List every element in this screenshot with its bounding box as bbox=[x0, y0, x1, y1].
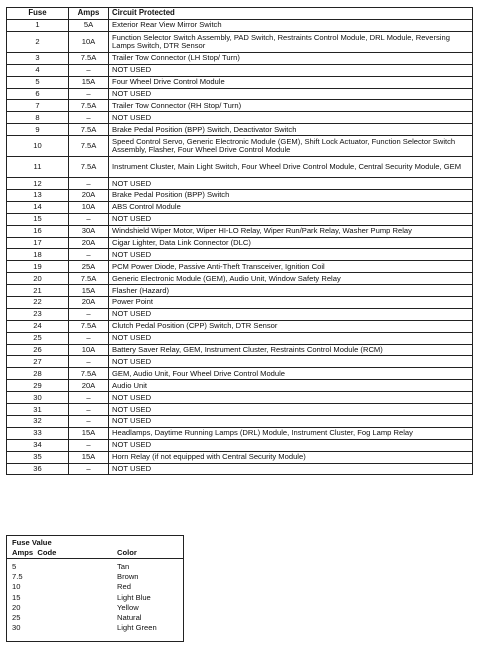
table-row bbox=[7, 124, 473, 136]
amps-cell: 7.5A bbox=[69, 52, 109, 64]
fuse-number-cell: 29 bbox=[7, 380, 69, 392]
table-row bbox=[7, 439, 473, 451]
legend-header-color: Color bbox=[117, 548, 137, 557]
fuse-number-cell: 2 bbox=[7, 31, 69, 52]
legend-amps: 7.5 bbox=[12, 572, 23, 582]
legend-header-code: Code bbox=[37, 548, 57, 557]
amps-cell: – bbox=[69, 112, 109, 124]
table-row bbox=[7, 20, 473, 32]
amps-cell: – bbox=[69, 88, 109, 100]
legend-amps: 5 bbox=[12, 562, 17, 571]
legend-row bbox=[7, 603, 183, 613]
circuit-cell: Horn Relay (if not equipped with Central Security Module) bbox=[109, 451, 473, 463]
amps-cell: 20A bbox=[69, 190, 109, 202]
amps-cell: 30A bbox=[69, 225, 109, 237]
circuit-cell: Flasher (Hazard) bbox=[109, 285, 473, 297]
table-row bbox=[7, 308, 473, 320]
amps-cell: 25A bbox=[69, 261, 109, 273]
header-fuse: Fuse bbox=[7, 8, 69, 20]
legend-row bbox=[7, 572, 183, 582]
circuit-cell: NOT USED bbox=[109, 392, 473, 404]
circuit-cell: NOT USED bbox=[109, 308, 473, 320]
amps-cell: – bbox=[69, 439, 109, 451]
table-row bbox=[7, 31, 473, 52]
fuse-number-cell: 3 bbox=[7, 52, 69, 64]
fuse-number-cell: 21 bbox=[7, 285, 69, 297]
amps-cell: – bbox=[69, 332, 109, 344]
table-row bbox=[7, 297, 473, 309]
fuse-table-header bbox=[7, 8, 473, 20]
fuse-number-cell: 19 bbox=[7, 261, 69, 273]
fuse-number-cell: 15 bbox=[7, 213, 69, 225]
amps-cell: 15A bbox=[69, 285, 109, 297]
amps-cell: – bbox=[69, 213, 109, 225]
amps-cell: 7.5A bbox=[69, 136, 109, 157]
table-row bbox=[7, 157, 473, 178]
legend-row bbox=[7, 562, 183, 572]
table-row bbox=[7, 136, 473, 157]
fuse-number-cell: 26 bbox=[7, 344, 69, 356]
table-row bbox=[7, 190, 473, 202]
header-circuit: Circuit Protected bbox=[109, 8, 473, 20]
circuit-cell: Instrument Cluster, Main Light Switch, Four Wheel Drive Control Module, Central Security Module, GEM bbox=[109, 157, 473, 178]
amps-cell: – bbox=[69, 178, 109, 190]
table-row bbox=[7, 88, 473, 100]
fuse-number-cell: 27 bbox=[7, 356, 69, 368]
amps-cell: – bbox=[69, 249, 109, 261]
circuit-cell: NOT USED bbox=[109, 404, 473, 416]
legend-amps: 25 bbox=[12, 612, 21, 622]
fuse-number-cell: 22 bbox=[7, 297, 69, 309]
table-row bbox=[7, 320, 473, 332]
circuit-cell: ABS Control Module bbox=[109, 201, 473, 213]
table-row bbox=[7, 332, 473, 344]
fuse-number-cell: 8 bbox=[7, 112, 69, 124]
circuit-cell: NOT USED bbox=[109, 112, 473, 124]
fuse-color-code-legend bbox=[6, 535, 184, 642]
circuit-cell: Exterior Rear View Mirror Switch bbox=[109, 20, 473, 32]
amps-cell: 20A bbox=[69, 380, 109, 392]
table-row bbox=[7, 427, 473, 439]
circuit-cell: PCM Power Diode, Passive Anti-Theft Transceiver, Ignition Coil bbox=[109, 261, 473, 273]
circuit-cell: NOT USED bbox=[109, 213, 473, 225]
circuit-cell: NOT USED bbox=[109, 415, 473, 427]
amps-cell: 5A bbox=[69, 20, 109, 32]
legend-color: Yellow bbox=[117, 602, 139, 612]
circuit-cell: Battery Saver Relay, GEM, Instrument Cluster, Restraints Control Module (RCM) bbox=[109, 344, 473, 356]
fuse-number-cell: 24 bbox=[7, 320, 69, 332]
header-amps: Amps bbox=[69, 8, 109, 20]
amps-cell: – bbox=[69, 463, 109, 475]
amps-cell: 10A bbox=[69, 31, 109, 52]
table-row bbox=[7, 52, 473, 64]
legend-rows bbox=[7, 562, 183, 633]
table-row bbox=[7, 463, 473, 475]
circuit-cell: Brake Pedal Position (BPP) Switch bbox=[109, 190, 473, 202]
table-row bbox=[7, 261, 473, 273]
legend-header-amps: Amps bbox=[12, 548, 34, 557]
table-row bbox=[7, 249, 473, 261]
legend-color: Natural bbox=[117, 612, 142, 622]
amps-cell: 7.5A bbox=[69, 368, 109, 380]
amps-cell: 10A bbox=[69, 201, 109, 213]
fuse-number-cell: 30 bbox=[7, 392, 69, 404]
fuse-number-cell: 32 bbox=[7, 415, 69, 427]
circuit-cell: Generic Electronic Module (GEM), Audio Unit, Window Safety Relay bbox=[109, 273, 473, 285]
circuit-cell: Power Point bbox=[109, 297, 473, 309]
table-row bbox=[7, 237, 473, 249]
fuse-number-cell: 34 bbox=[7, 439, 69, 451]
legend-row bbox=[7, 582, 183, 592]
table-row bbox=[7, 76, 473, 88]
circuit-cell: Trailer Tow Connector (RH Stop/ Turn) bbox=[109, 100, 473, 112]
legend-amps: 30 bbox=[12, 623, 21, 633]
fuse-number-cell: 14 bbox=[7, 201, 69, 213]
amps-cell: 15A bbox=[69, 427, 109, 439]
amps-cell: 7.5A bbox=[69, 157, 109, 178]
fuse-number-cell: 20 bbox=[7, 273, 69, 285]
table-row bbox=[7, 201, 473, 213]
amps-cell: – bbox=[69, 356, 109, 368]
circuit-cell: Function Selector Switch Assembly, PAD Switch, Restraints Control Module, DRL Module, Reversing Lamps Switch, DTR Sensor bbox=[109, 31, 473, 52]
table-row bbox=[7, 415, 473, 427]
legend-color: Brown bbox=[117, 572, 139, 582]
legend-color: Red bbox=[117, 582, 131, 592]
amps-cell: 7.5A bbox=[69, 273, 109, 285]
fuse-number-cell: 33 bbox=[7, 427, 69, 439]
amps-cell: – bbox=[69, 392, 109, 404]
table-row bbox=[7, 273, 473, 285]
circuit-cell: Trailer Tow Connector (LH Stop/ Turn) bbox=[109, 52, 473, 64]
fuse-table-body bbox=[7, 20, 473, 475]
amps-cell: 7.5A bbox=[69, 320, 109, 332]
amps-cell: – bbox=[69, 415, 109, 427]
circuit-cell: NOT USED bbox=[109, 88, 473, 100]
legend-divider bbox=[7, 558, 183, 559]
table-row bbox=[7, 178, 473, 190]
amps-cell: 7.5A bbox=[69, 100, 109, 112]
legend-color: Tan bbox=[117, 562, 130, 571]
fuse-table bbox=[6, 7, 473, 475]
circuit-cell: Audio Unit bbox=[109, 380, 473, 392]
table-row bbox=[7, 112, 473, 124]
amps-cell: 20A bbox=[69, 237, 109, 249]
circuit-cell: NOT USED bbox=[109, 332, 473, 344]
table-row bbox=[7, 213, 473, 225]
fuse-number-cell: 6 bbox=[7, 88, 69, 100]
table-row bbox=[7, 380, 473, 392]
legend-color: Light Blue bbox=[117, 592, 151, 602]
amps-cell: – bbox=[69, 308, 109, 320]
table-row bbox=[7, 368, 473, 380]
fuse-number-cell: 36 bbox=[7, 463, 69, 475]
legend-amps: 15 bbox=[12, 592, 21, 602]
circuit-cell: GEM, Audio Unit, Four Wheel Drive Control Module bbox=[109, 368, 473, 380]
fuse-number-cell: 11 bbox=[7, 157, 69, 178]
fuse-number-cell: 4 bbox=[7, 64, 69, 76]
fuse-number-cell: 31 bbox=[7, 404, 69, 416]
legend-amps-code-header bbox=[12, 548, 56, 557]
table-row bbox=[7, 285, 473, 297]
circuit-cell: NOT USED bbox=[109, 463, 473, 475]
fuse-number-cell: 9 bbox=[7, 124, 69, 136]
amps-cell: 15A bbox=[69, 451, 109, 463]
table-row bbox=[7, 64, 473, 76]
fuse-number-cell: 13 bbox=[7, 190, 69, 202]
circuit-cell: NOT USED bbox=[109, 249, 473, 261]
fuse-number-cell: 17 bbox=[7, 237, 69, 249]
table-row bbox=[7, 404, 473, 416]
circuit-cell: Headlamps, Daytime Running Lamps (DRL) Module, Instrument Cluster, Fog Lamp Relay bbox=[109, 427, 473, 439]
amps-cell: 10A bbox=[69, 344, 109, 356]
fuse-number-cell: 25 bbox=[7, 332, 69, 344]
legend-amps: 10 bbox=[12, 582, 21, 592]
fuse-number-cell: 16 bbox=[7, 225, 69, 237]
circuit-cell: Clutch Pedal Position (CPP) Switch, DTR Sensor bbox=[109, 320, 473, 332]
fuse-number-cell: 23 bbox=[7, 308, 69, 320]
table-row bbox=[7, 344, 473, 356]
table-row bbox=[7, 225, 473, 237]
circuit-cell: Four Wheel Drive Control Module bbox=[109, 76, 473, 88]
legend-row bbox=[7, 593, 183, 603]
legend-row bbox=[7, 623, 183, 633]
fuse-number-cell: 35 bbox=[7, 451, 69, 463]
fuse-number-cell: 1 bbox=[7, 20, 69, 32]
circuit-cell: NOT USED bbox=[109, 439, 473, 451]
legend-amps: 20 bbox=[12, 602, 21, 612]
legend-color: Light Green bbox=[117, 623, 157, 633]
circuit-cell: Windshield Wiper Motor, Wiper HI-LO Relay, Wiper Run/Park Relay, Washer Pump Relay bbox=[109, 225, 473, 237]
circuit-cell: NOT USED bbox=[109, 64, 473, 76]
legend-row bbox=[7, 613, 183, 623]
fuse-number-cell: 7 bbox=[7, 100, 69, 112]
fuse-number-cell: 5 bbox=[7, 76, 69, 88]
fuse-number-cell: 28 bbox=[7, 368, 69, 380]
table-row bbox=[7, 356, 473, 368]
fuse-number-cell: 12 bbox=[7, 178, 69, 190]
legend-title: Fuse Value bbox=[12, 538, 52, 547]
fuse-number-cell: 18 bbox=[7, 249, 69, 261]
amps-cell: 20A bbox=[69, 297, 109, 309]
table-row bbox=[7, 451, 473, 463]
fuse-number-cell: 10 bbox=[7, 136, 69, 157]
circuit-cell: Speed Control Servo, Generic Electronic Module (GEM), Shift Lock Actuator, Function Selector Switch Assembly, Flasher, Four Wheel Drive Control Module bbox=[109, 136, 473, 157]
circuit-cell: Brake Pedal Position (BPP) Switch, Deactivator Switch bbox=[109, 124, 473, 136]
table-row bbox=[7, 392, 473, 404]
amps-cell: – bbox=[69, 404, 109, 416]
amps-cell: 15A bbox=[69, 76, 109, 88]
circuit-cell: Cigar Lighter, Data Link Connector (DLC) bbox=[109, 237, 473, 249]
amps-cell: 7.5A bbox=[69, 124, 109, 136]
amps-cell: – bbox=[69, 64, 109, 76]
circuit-cell: NOT USED bbox=[109, 178, 473, 190]
table-row bbox=[7, 100, 473, 112]
circuit-cell: NOT USED bbox=[109, 356, 473, 368]
